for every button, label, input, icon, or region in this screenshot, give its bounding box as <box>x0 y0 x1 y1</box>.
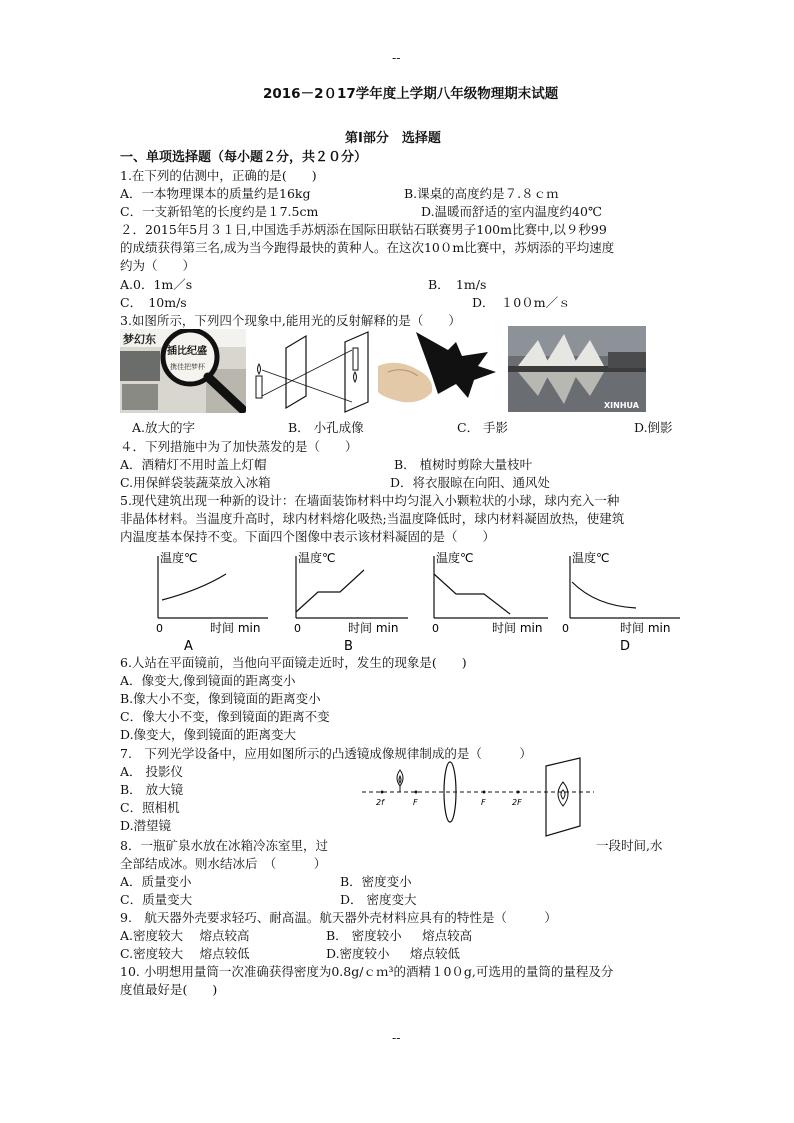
q5-line-1: 5.现代建筑出现一种新的设计：在墙面装饰材料中均匀混入小颗粒状的小球，球内充入一种 <box>120 493 620 508</box>
q8-option-d: D． 密度变大 <box>340 892 417 907</box>
graph-a-ylabel: 温度℃ <box>160 551 198 565</box>
q5-line-3: 内温度基本保持不变。下面四个图像中表示该材料凝固的是（ ） <box>120 529 496 544</box>
graph-b-label: B <box>344 639 353 652</box>
q10-line-2: 度值最好是( ) <box>120 982 218 997</box>
q3-option-b: B． 小孔成像 <box>288 420 364 435</box>
q4-option-d: D．将衣服晾在向阳、通风处 <box>390 475 551 490</box>
q9-option-b: B． 密度较小 熔点较高 <box>326 928 473 943</box>
q9-option-a: A.密度较大 熔点较高 <box>120 928 250 943</box>
q4-stem: ４．下列措施中为了加快蒸发的是（ ） <box>120 439 358 454</box>
graph-d-ylabel: 温度℃ <box>572 551 610 565</box>
q7-label-2f-right: 2F <box>512 798 522 807</box>
q3-img1-text3: 携佳把梦杯 <box>170 363 205 371</box>
footer-dash: -- <box>392 1030 401 1045</box>
reflection-photo <box>508 326 646 412</box>
q1-option-b: B.课桌的高度约是７.８ｃｍ <box>404 186 559 201</box>
q2-line-1: ２．2015年5月３１日,中国选手苏炳添在国际田联钻石联赛男子100m比赛中,以９秒99 <box>120 222 607 237</box>
hand-shadow-photo <box>378 332 496 414</box>
q7-option-c: C．照相机 <box>120 800 180 815</box>
graph-b-ylabel: 温度℃ <box>298 551 336 565</box>
q5-line-2: 非晶体材料。当温度升高时，球内材料熔化吸热;当温度降低时，球内材料凝固放热，使建筑 <box>120 511 625 526</box>
q8-line-2: 全部结成冰。则水结冰后 （ ） <box>120 856 327 871</box>
graph-d-origin: 0 <box>562 622 569 635</box>
q10-line-1: 10. 小明想用量筒一次准确获得密度为0.8g/ｃｍ³的酒精１0０g,可选用的量筒的量程及分 <box>120 964 614 979</box>
q7-option-b: B． 放大镜 <box>120 782 184 797</box>
q9-option-d: D.密度较小 熔点较低 <box>326 946 460 961</box>
temperature-graph-a <box>140 548 270 652</box>
q8-option-a: A．质量变小 <box>120 874 192 889</box>
q1-option-d: D.温暖而舒适的室内温度约40℃ <box>421 204 602 219</box>
q7-label-2f-left: 2f <box>376 798 384 807</box>
q2-option-d: D． １0０m／ｓ <box>472 295 571 310</box>
q3-option-c: C． 手影 <box>457 420 509 435</box>
q2-option-a: A.0．1m／s <box>120 277 193 292</box>
graph-d-xlabel: 时间 min <box>620 621 671 635</box>
magnified-text-photo <box>120 329 246 413</box>
temperature-graph-d <box>552 548 682 652</box>
q4-option-a: A．酒精灯不用时盖上灯帽 <box>120 457 267 472</box>
q1-option-a: A．一本物理课本的质量约是16kg <box>120 186 311 201</box>
q3-img4-watermark: XINHUA <box>604 401 639 410</box>
q6-option-b: B.像大小不变，像到镜面的距离变小 <box>120 691 321 706</box>
q3-img1-text1: 梦幻东 <box>123 333 156 346</box>
q3-img1-text2: 插比纪盛 <box>167 346 207 357</box>
q2-option-b: B． 1m/s <box>428 277 487 292</box>
convex-lens-diagram <box>358 756 598 840</box>
q3-stem: 3.如图所示，下列四个现象中,能用光的反射解释的是（ ） <box>120 313 461 328</box>
q8-line-1a: 8．一瓶矿泉水放在冰箱冷冻室里，过 <box>120 838 328 853</box>
q7-option-d: D.潜望镜 <box>120 818 172 833</box>
graph-c-xlabel: 时间 min <box>492 621 543 635</box>
q3-option-d: D.倒影 <box>634 420 673 435</box>
graph-b-origin: 0 <box>294 622 301 635</box>
graph-a-origin: 0 <box>156 622 163 635</box>
q3-option-a: A.放大的字 <box>132 420 196 435</box>
graph-a-label: A <box>184 639 193 652</box>
q4-option-c: C.用保鲜袋装蔬菜放入冰箱 <box>120 475 271 490</box>
q1-stem: 1.在下列的估测中，正确的是( ) <box>120 168 317 183</box>
q1-option-c: C．一支新铅笔的长度约是１7.5cm <box>120 204 319 219</box>
q8-option-c: C．质量变大 <box>120 892 193 907</box>
graph-c-ylabel: 温度℃ <box>436 551 474 565</box>
temperature-graph-b <box>278 548 410 652</box>
q6-option-c: C．像大小不变，像到镜面的距离不变 <box>120 709 330 724</box>
q6-option-d: D.像变大，像到镜面的距离变大 <box>120 727 297 742</box>
graph-d-label: D <box>620 639 631 652</box>
q4-option-b: B． 植树时剪除大量枝叶 <box>394 457 533 472</box>
graph-c-origin: 0 <box>432 622 439 635</box>
q7-label-f-right: F <box>481 798 486 807</box>
graph-b-xlabel: 时间 min <box>348 621 399 635</box>
q7-label-f-left: F <box>413 798 418 807</box>
temperature-graph-c <box>416 548 550 652</box>
q6-option-a: A．像变大,像到镜面的距离变小 <box>120 673 296 688</box>
exam-title: 2016－2０17学年度上学期八年级物理期末试题 <box>263 86 559 102</box>
q2-line-2: 的成绩获得第三名,成为当今跑得最快的黄种人。在这次10０m比赛中，苏炳添的平均速度 <box>120 240 615 255</box>
q6-stem: 6.人站在平面镜前，当他向平面镜走近时，发生的现象是( ) <box>120 655 467 670</box>
pinhole-camera-diagram <box>250 330 390 414</box>
q9-stem: 9. 航天器外壳要求轻巧、耐高温。航天器外壳材料应具有的特性是（ ） <box>120 910 557 925</box>
q2-option-c: C． 10m/s <box>120 295 187 310</box>
q7-option-a: A． 投影仪 <box>120 764 184 779</box>
q8-option-b: B．密度变小 <box>340 874 412 889</box>
q7-stem: 7. 下列光学设备中，应用如图所示的凸透镜成像规律制成的是（ ） <box>120 746 532 761</box>
graph-a-xlabel: 时间 min <box>210 621 261 635</box>
q9-option-c: C.密度较大 熔点较低 <box>120 946 250 961</box>
header-dash: -- <box>392 50 401 65</box>
q8-line-1b: 一段时间,水 <box>596 838 663 853</box>
section-title: 一、单项选择题（每小题２分，共２０分） <box>120 150 368 165</box>
q2-line-3: 约为（ ） <box>120 258 196 273</box>
part-title: 第Ⅰ部分 选择题 <box>345 131 441 146</box>
